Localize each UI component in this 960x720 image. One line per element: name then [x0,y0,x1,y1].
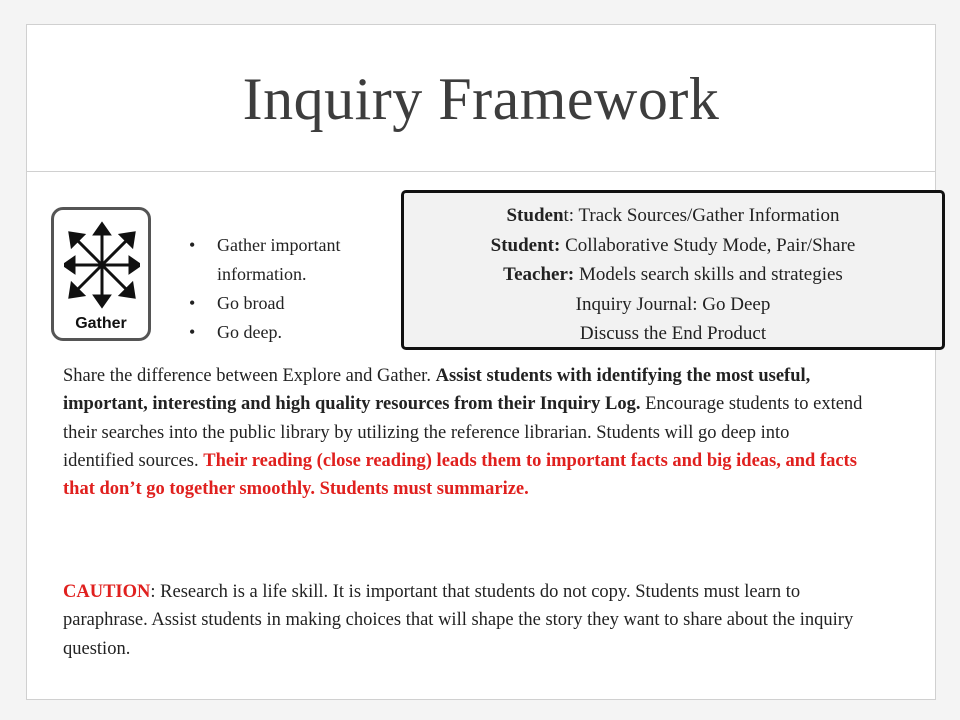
callout-line-2: Student: Collaborative Study Mode, Pair/Share [490,234,856,256]
slide-title: Inquiry Framework [242,66,720,132]
slide [26,24,936,700]
roles-callout-box [401,190,945,350]
caution-label: CAUTION [63,582,151,602]
callout-line-3: Teacher: Models search skills and strategies [503,264,843,285]
bullet-item: • Gather important information. [187,231,417,289]
gather-icon-box [51,207,151,341]
bullet-list [187,231,417,347]
callout-line-1: Student: Track Sources/Gather Information [506,205,840,226]
gather-arrows-icon [64,220,140,310]
callout-line-4: Inquiry Journal: Go Deep [575,293,771,315]
title-band [27,25,935,172]
bullet-item: • Go deep. [187,318,417,347]
bullet-item: • Go broad [187,289,417,318]
callout-line-5: Discuss the End Product [579,323,767,344]
icon-label: Gather [75,315,127,332]
gather-description-paragraph: Share the difference between Explore and Gather. Assist students with identifying the most useful, important, interesting and high quality resources from their Inquiry Log. Encourage students to extend their searches into the public library by utilizing the reference librarian. Students will go deep into identified sources. Their reading (close reading) leads them to important facts and big ideas, and facts that don’t go together smoothly. Students must summarize. [63,366,863,500]
caution-paragraph: CAUTION: Research is a life skill. It is important that students do not copy. Students must learn to paraphrase. Assist students in making choices that will shape the story they want to share about the inquiry question. [63,582,854,659]
